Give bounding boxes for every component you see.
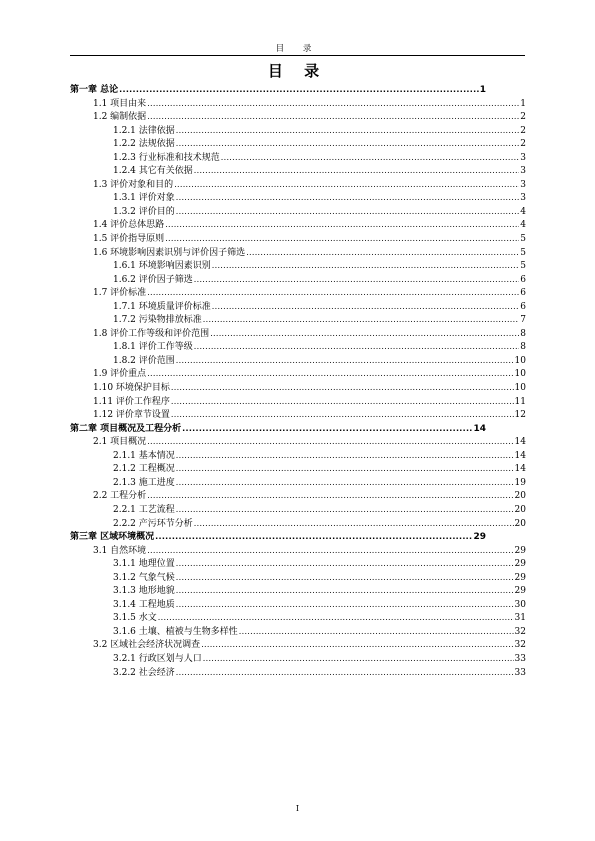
page-title: 目 录 [267, 62, 328, 80]
toc-entry-page: 3 [520, 166, 526, 177]
toc-section-entry[interactable] [70, 544, 526, 558]
toc-section-entry[interactable] [70, 408, 526, 422]
toc-entry-page: 10 [514, 383, 526, 394]
toc-section-entry[interactable] [70, 381, 526, 395]
toc-subsection-entry[interactable] [70, 571, 526, 585]
toc-section-entry[interactable] [70, 178, 526, 192]
toc-subsection-entry[interactable] [70, 476, 526, 490]
toc-subsection-entry[interactable] [70, 462, 526, 476]
toc-entry-page: 33 [514, 667, 526, 678]
toc-entry-page: 6 [520, 301, 526, 312]
toc-entry-label: 2.1.2 工程概况 [113, 464, 175, 475]
dot-leader [176, 557, 514, 571]
toc-subsection-entry[interactable] [70, 449, 526, 463]
toc-entry-label: 3.2.1 行政区划与人口 [113, 653, 202, 664]
toc-section-entry[interactable] [70, 489, 526, 503]
toc-entry-label: 1.3.2 评价目的 [113, 206, 175, 217]
dot-leader [176, 584, 514, 598]
dot-leader [176, 666, 514, 680]
dot-leader [176, 476, 514, 490]
toc-section-entry[interactable] [70, 246, 526, 260]
toc-entry-page: 14 [514, 450, 526, 461]
toc-entry-page: 32 [514, 640, 526, 651]
toc-entry-label: 1.3.1 评价对象 [113, 193, 175, 204]
dot-leader [171, 408, 514, 422]
toc-subsection-entry[interactable] [70, 191, 526, 205]
toc-entry-page: 32 [514, 626, 526, 637]
dot-leader [194, 340, 520, 354]
toc-subsection-entry[interactable] [70, 625, 526, 639]
dot-leader [147, 544, 513, 558]
toc-entry-page: 14 [514, 464, 526, 475]
dot-leader [176, 191, 520, 205]
dot-leader [158, 611, 514, 625]
toc-entry-label: 2.2.1 工艺流程 [113, 504, 175, 515]
toc-subsection-entry[interactable] [70, 164, 526, 178]
toc-entry-label: 1.8.2 评价范围 [113, 355, 175, 366]
toc-entry-label: 1.6.1 环境影响因素识别 [113, 261, 211, 272]
dot-leader [203, 313, 520, 327]
toc-entry-label: 1.1 项目由来 [93, 98, 147, 109]
toc-subsection-entry[interactable] [70, 517, 526, 531]
dot-leader [221, 151, 520, 165]
toc-subsection-entry[interactable] [70, 584, 526, 598]
toc-entry-page: 11 [514, 396, 526, 407]
dot-leader [176, 354, 514, 368]
toc-subsection-entry[interactable] [70, 598, 526, 612]
toc-entry-page: 1 [520, 98, 526, 109]
toc-entry-page: 3 [520, 179, 526, 190]
toc-subsection-entry[interactable] [70, 205, 526, 219]
dot-leader [147, 110, 519, 124]
toc-entry-label: 1.8 评价工作等级和评价范围 [93, 328, 210, 339]
toc-entry-label: 1.3 评价对象和目的 [93, 179, 174, 190]
toc-entry-page: 5 [520, 234, 526, 245]
toc-entry-label: 1.5 评价指导原则 [93, 234, 165, 245]
toc-entry-label: 2.1.3 施工进度 [113, 477, 175, 488]
dot-leader [210, 327, 519, 341]
toc-entry-page: 10 [514, 355, 526, 366]
toc-entry-label: 1.2.2 法规依据 [113, 139, 175, 150]
dot-leader [201, 638, 513, 652]
toc-subsection-entry[interactable] [70, 300, 526, 314]
toc-section-entry[interactable] [70, 232, 526, 246]
toc-section-entry[interactable] [70, 435, 526, 449]
toc-entry-page: 7 [520, 315, 526, 326]
dot-leader [194, 164, 520, 178]
toc-entry-page: 14 [514, 437, 526, 448]
dot-leader [194, 273, 520, 287]
toc-entry-page: 2 [520, 139, 526, 150]
dot-leader [171, 395, 514, 409]
toc-entry-label: 1.2.4 其它有关依据 [113, 166, 193, 177]
dot-leader [147, 97, 519, 111]
dot-leader [246, 246, 519, 260]
toc-entry-label: 3.1 自然环境 [93, 545, 147, 556]
toc-entry-label: 3.1.3 地形地貌 [113, 586, 175, 597]
toc-entry-label: 3.1.2 气象气候 [113, 572, 175, 583]
toc-subsection-entry[interactable] [70, 259, 526, 273]
toc-entry-page: 3 [520, 152, 526, 163]
dot-leader [119, 83, 479, 97]
dot-leader [176, 571, 514, 585]
toc-entry-label: 2.1 项目概况 [93, 437, 147, 448]
toc-subsection-entry[interactable] [70, 124, 526, 138]
toc-entry-page: 8 [520, 342, 526, 353]
header-rule [70, 55, 525, 56]
table-of-contents [70, 83, 526, 679]
toc-entry-page: 8 [520, 328, 526, 339]
toc-entry-page: 6 [520, 288, 526, 299]
toc-entry-page: 4 [520, 206, 526, 217]
toc-entry-page: 29 [514, 559, 526, 570]
toc-entry-label: 1.2.1 法律依据 [113, 125, 175, 136]
toc-subsection-entry[interactable] [70, 340, 526, 354]
toc-entry-label: 1.7.2 污染物排放标准 [113, 315, 202, 326]
toc-entry-label: 2.1.1 基本情况 [113, 450, 175, 461]
toc-entry-page: 6 [520, 274, 526, 285]
dot-leader [182, 422, 472, 436]
toc-entry-label: 2.2 工程分析 [93, 491, 147, 502]
toc-section-entry[interactable] [70, 638, 526, 652]
toc-section-entry[interactable] [70, 218, 526, 232]
toc-entry-page: 29 [514, 545, 526, 556]
toc-subsection-entry[interactable] [70, 503, 526, 517]
running-header: 目 录 [275, 44, 320, 54]
dot-leader [176, 598, 514, 612]
toc-entry-label: 3.1.1 地理位置 [113, 559, 175, 570]
toc-entry-label: 1.7.1 环境质量评价标准 [113, 301, 211, 312]
toc-entry-page: 12 [514, 410, 526, 421]
dot-leader [194, 517, 514, 531]
toc-entry-page: 19 [514, 477, 526, 488]
toc-entry-page: 10 [514, 369, 526, 380]
dot-leader [176, 205, 520, 219]
toc-chapter-entry[interactable] [70, 83, 526, 97]
toc-entry-page: 20 [514, 518, 526, 529]
toc-entry-label: 1.7 评价标准 [93, 288, 147, 299]
toc-entry-label: 2.2.2 产污环节分析 [113, 518, 193, 529]
dot-leader [176, 462, 514, 476]
toc-entry-page: 20 [514, 491, 526, 502]
dot-leader [165, 218, 519, 232]
toc-entry-page: 30 [514, 599, 526, 610]
dot-leader [147, 435, 513, 449]
toc-subsection-entry[interactable] [70, 273, 526, 287]
dot-leader [147, 367, 513, 381]
toc-subsection-entry[interactable] [70, 652, 526, 666]
toc-subsection-entry[interactable] [70, 354, 526, 368]
dot-leader [203, 652, 514, 666]
toc-entry-page: 5 [520, 261, 526, 272]
toc-entry-label: 1.2.3 行业标准和技术规范 [113, 152, 220, 163]
toc-entry-page: 29 [473, 532, 486, 543]
dot-leader [147, 286, 519, 300]
toc-entry-label: 3.2.2 社会经济 [113, 667, 175, 678]
toc-entry-page: 1 [479, 85, 486, 95]
dot-leader [212, 300, 520, 314]
toc-section-entry[interactable] [70, 395, 526, 409]
toc-subsection-entry[interactable] [70, 137, 526, 151]
toc-entry-page: 4 [520, 220, 526, 231]
toc-entry-label: 1.10 环境保护目标 [93, 383, 170, 394]
toc-entry-label: 1.9 评价重点 [93, 369, 147, 380]
toc-entry-page: 2 [520, 125, 526, 136]
dot-leader [155, 530, 472, 544]
toc-section-entry[interactable] [70, 327, 526, 341]
toc-entry-page: 2 [520, 112, 526, 123]
toc-chapter-entry[interactable] [70, 422, 526, 436]
toc-entry-page: 33 [514, 653, 526, 664]
toc-entry-label: 1.8.1 评价工作等级 [113, 342, 193, 353]
toc-entry-label: 1.2 编制依据 [93, 112, 147, 123]
toc-subsection-entry[interactable] [70, 611, 526, 625]
toc-entry-page: 5 [520, 247, 526, 258]
toc-entry-label: 第三章 区域环境概况 [70, 532, 155, 543]
toc-subsection-entry[interactable] [70, 313, 526, 327]
toc-section-entry[interactable] [70, 97, 526, 111]
toc-entry-label: 3.1.6 土壤、植被与生物多样性 [113, 626, 238, 637]
toc-entry-label: 第二章 项目概况及工程分析 [70, 423, 182, 434]
toc-entry-label: 1.6.2 评价因子筛选 [113, 274, 193, 285]
toc-subsection-entry[interactable] [70, 151, 526, 165]
dot-leader [174, 178, 519, 192]
dot-leader [212, 259, 520, 273]
dot-leader [176, 137, 520, 151]
toc-section-entry[interactable] [70, 286, 526, 300]
toc-entry-label: 1.12 评价章节设置 [93, 410, 170, 421]
page-number: I [295, 804, 300, 813]
toc-entry-label: 3.2 区域社会经济状况调查 [93, 640, 201, 651]
dot-leader [165, 232, 519, 246]
toc-entry-label: 1.6 环境影响因素识别与评价因子筛选 [93, 247, 246, 258]
toc-section-entry[interactable] [70, 110, 526, 124]
toc-section-entry[interactable] [70, 367, 526, 381]
toc-subsection-entry[interactable] [70, 557, 526, 571]
toc-entry-label: 3.1.4 工程地质 [113, 599, 175, 610]
toc-entry-label: 1.4 评价总体思路 [93, 220, 165, 231]
toc-entry-page: 20 [514, 504, 526, 515]
dot-leader [176, 124, 520, 138]
toc-chapter-entry[interactable] [70, 530, 526, 544]
toc-entry-page: 3 [520, 193, 526, 204]
dot-leader [171, 381, 514, 395]
toc-entry-page: 29 [514, 572, 526, 583]
dot-leader [239, 625, 514, 639]
dot-leader [176, 449, 514, 463]
toc-entry-page: 31 [514, 613, 526, 624]
toc-entry-label: 第一章 总论 [70, 85, 119, 95]
dot-leader [147, 489, 513, 503]
toc-entry-label: 3.1.5 水文 [113, 613, 157, 624]
toc-subsection-entry[interactable] [70, 666, 526, 680]
toc-entry-label: 1.11 评价工作程序 [93, 396, 170, 407]
toc-entry-page: 14 [473, 423, 486, 434]
dot-leader [176, 503, 514, 517]
toc-entry-page: 29 [514, 586, 526, 597]
